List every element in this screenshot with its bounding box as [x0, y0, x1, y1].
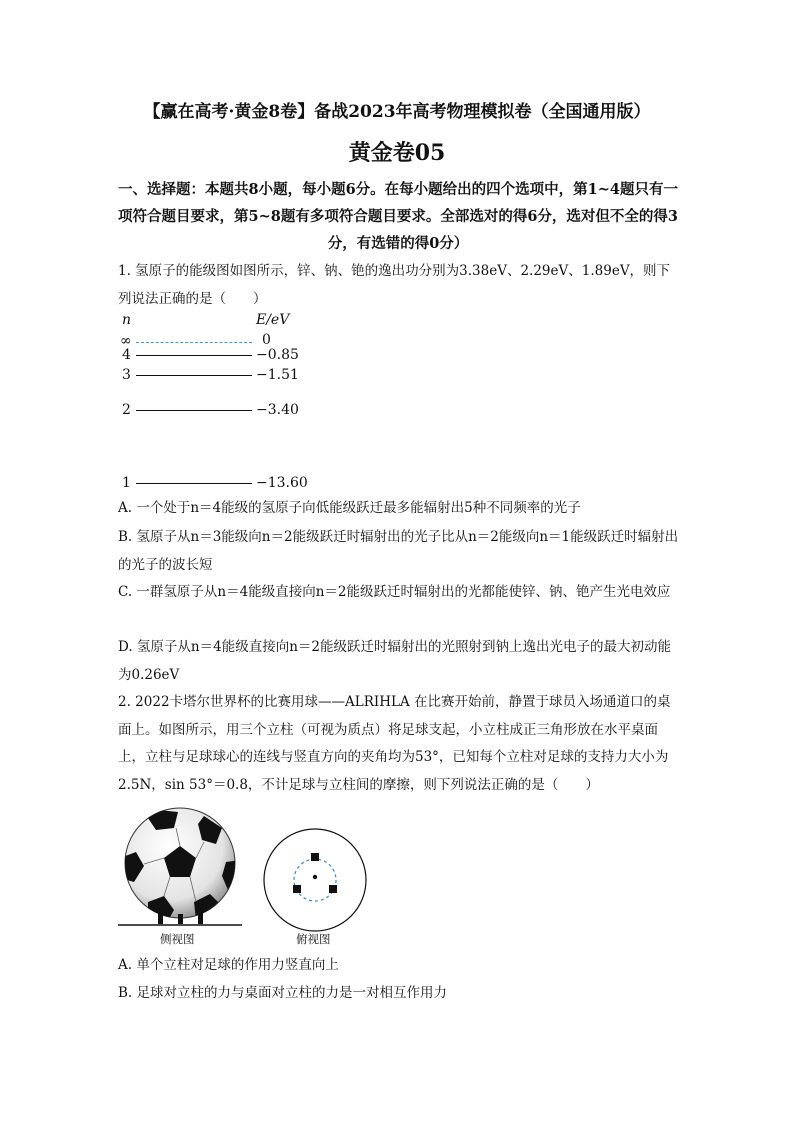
paper-subtitle: 黄金卷05 — [348, 140, 446, 166]
level-line-infinity — [136, 342, 252, 343]
paper-title: 【赢在高考·黄金8卷】备战2023年高考物理模拟卷（全国通用版） — [143, 102, 651, 122]
top-view-caption: 俯视图 — [296, 932, 331, 946]
level-line-2 — [136, 410, 252, 411]
level-e-2: −3.40 — [256, 402, 299, 418]
level-e-infinity: 0 — [262, 332, 271, 348]
level-line-3 — [136, 375, 252, 376]
side-view-caption: 侧视图 — [160, 932, 195, 946]
level-n-2: 2 — [122, 402, 131, 418]
level-n-1: 1 — [122, 475, 131, 491]
level-n-4: 4 — [122, 347, 131, 363]
level-e-1: −13.60 — [256, 475, 308, 491]
level-e-4: −0.85 — [256, 347, 299, 363]
soccer-ball-side-view — [118, 806, 242, 928]
question-2-stem: 2. 2022卡塔尔世界杯的比赛用球——ALRIHLA 在比赛开始前，静置于球员入场通道口的桌面上。如图所示，用三个立柱（可视为质点）将足球支起，小立柱成正三角形放在水平桌面上，立柱与足球球心的连线与竖直方向的夹角均为53°，已知每个立柱对足球的支持力大小为2.5N，sin 53°＝0.8，不计足球与立柱间的摩擦，则下列说法正确的是（ ） — [118, 694, 671, 793]
q2-option-a: A. 单个立柱对足球的作用力竖直向上 — [118, 957, 339, 973]
level-line-1 — [136, 483, 252, 484]
q1-option-d: D. 氢原子从n＝4能级直接向n＝2能级跃迁时辐射出的光照射到钠上逸出光电子的最大初动能为0.26eV — [118, 639, 671, 683]
level-e-3: −1.51 — [256, 367, 299, 383]
q1-option-a: A. 一个处于n＝4能级的氢原子向低能级跃迁最多能辐射出5种不同频率的光子 — [118, 500, 581, 516]
q1-option-c: C. 一群氢原子从n＝4能级直接向n＝2能级跃迁时辐射出的光都能使锌、钠、铯产生光电效应 — [118, 584, 671, 600]
q1-option-b: B. 氢原子从n＝3能级向n＝2能级跃迁时辐射出的光子比从n＝2能级向n＝1能级跃迁时辐射出的光子的波长短 — [118, 529, 679, 573]
level-n-infinity: ∞ — [120, 333, 132, 349]
q2-option-b: B. 足球对立柱的力与桌面对立柱的力是一对相互作用力 — [118, 985, 448, 1001]
level-line-4 — [136, 355, 252, 356]
level-n-3: 3 — [122, 367, 131, 383]
top-view-diagram — [262, 827, 368, 933]
n-axis-label: n — [122, 312, 132, 328]
question-1-stem: 1. 氢原子的能级图如图所示，锌、钠、铯的逸出功分别为3.38eV、2.29eV、1.89eV，则下列说法正确的是（ ） — [118, 263, 671, 307]
energy-axis-label: E/eV — [256, 312, 290, 328]
section-instructions: 一、选择题：本题共8小题，每小题6分。在每小题给出的四个选项中，第1~4题只有一项符合题目要求，第5~8题有多项符合题目要求。全部选对的得6分，选对但不全的得3分，有选错的得0分） — [118, 181, 679, 252]
